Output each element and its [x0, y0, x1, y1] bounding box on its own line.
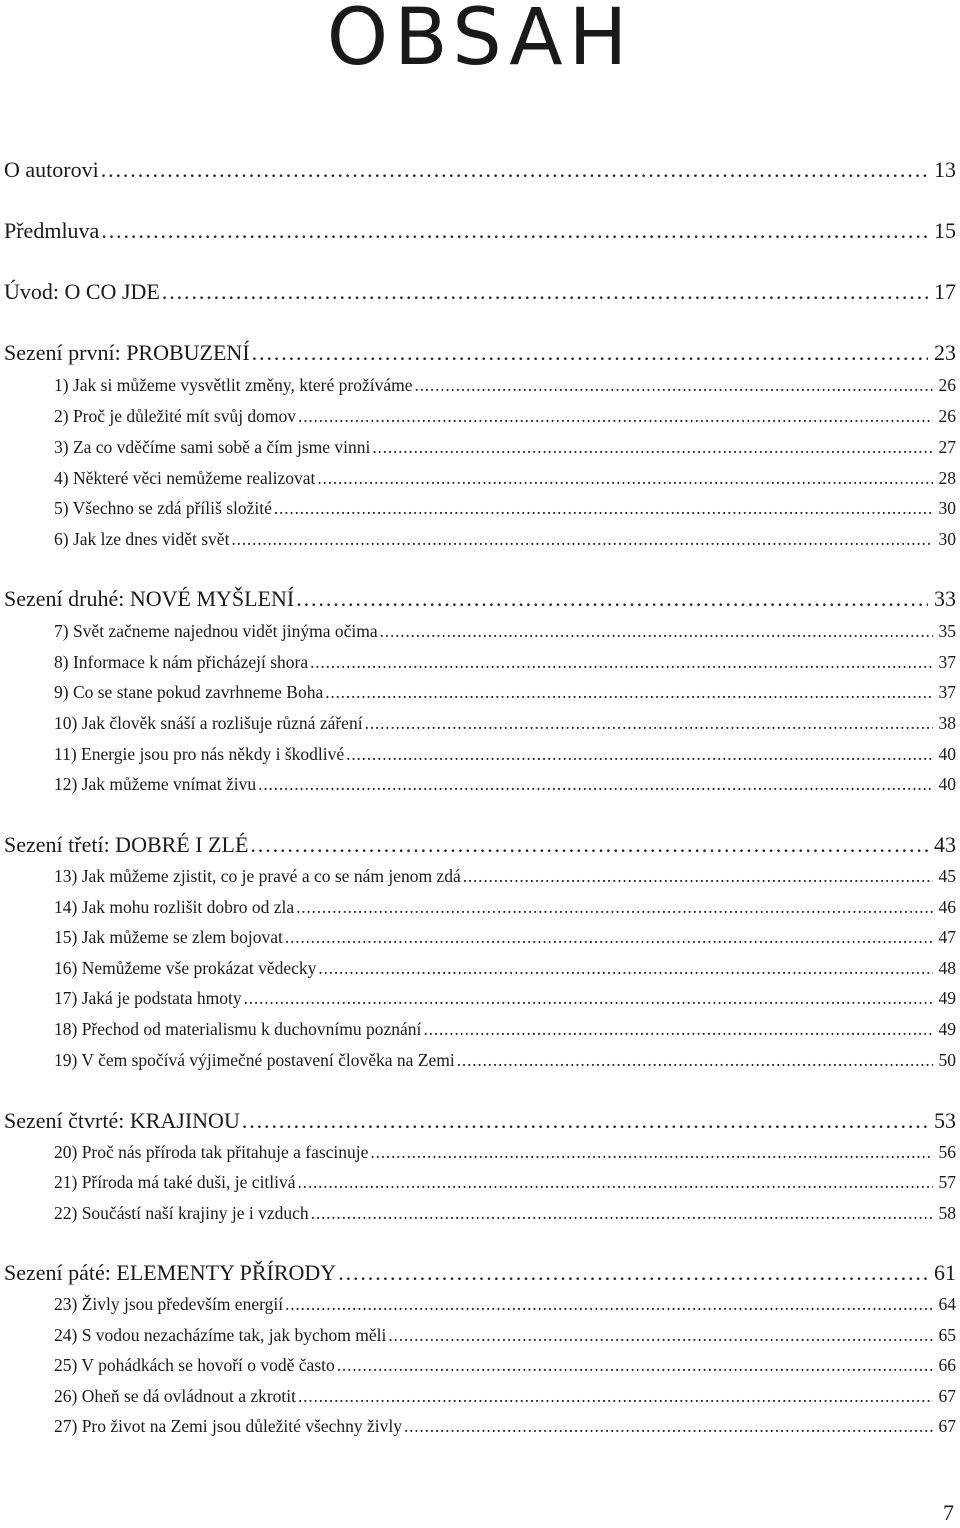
toc-label: Úvod: O CO JDE — [4, 279, 160, 304]
dot-leader — [388, 1325, 932, 1346]
toc-label: O autorovi — [4, 157, 99, 182]
toc-label: 19) V čem spočívá výjimečné postavení člověka na Zemi — [54, 1050, 455, 1070]
toc-entry-item — [54, 1203, 956, 1224]
toc-label: 1) Jak si můžeme vysvětlit změny, které prožíváme — [54, 375, 413, 395]
dot-leader — [252, 340, 928, 366]
toc-page: 46 — [938, 897, 956, 917]
toc-entry-item — [54, 958, 956, 979]
toc-page: 38 — [938, 713, 956, 733]
toc-entry-item — [54, 652, 956, 673]
dot-leader — [457, 1050, 933, 1071]
dot-leader — [250, 832, 928, 858]
dot-leader — [325, 682, 932, 703]
toc-label: Sezení třetí: DOBRÉ I ZLÉ — [4, 832, 249, 857]
toc-entry-item — [54, 774, 956, 795]
toc-entry-item — [54, 1355, 956, 1376]
page-title: OBSAH — [326, 0, 634, 83]
toc-page: 49 — [938, 1019, 956, 1039]
dot-leader — [274, 498, 933, 519]
toc-page: 56 — [938, 1142, 956, 1162]
toc-label: 10) Jak člověk snáší a rozlišuje různá záření — [54, 713, 363, 733]
toc-entry-item — [54, 621, 956, 642]
toc-label: 12) Jak můžeme vnímat živu — [54, 774, 257, 794]
toc-page: 53 — [934, 1108, 956, 1133]
toc-entry-section — [4, 586, 956, 612]
dot-leader — [372, 437, 932, 458]
toc-page: 30 — [938, 529, 956, 549]
toc-label: Předmluva — [4, 218, 100, 243]
toc-page: 49 — [938, 988, 956, 1008]
dot-leader — [338, 1260, 928, 1286]
toc-entry-section — [4, 340, 956, 366]
toc-label: Sezení druhé: NOVÉ MYŠLENÍ — [4, 586, 295, 611]
toc-label: 5) Všechno se zdá příliš složité — [54, 498, 272, 518]
dot-leader — [242, 1108, 928, 1134]
dot-leader — [310, 652, 932, 673]
dot-leader — [296, 897, 932, 918]
toc-label: 21) Příroda má také duši, je citlivá — [54, 1172, 296, 1192]
toc-page: 17 — [934, 279, 956, 304]
toc-page: 13 — [934, 157, 956, 182]
toc-entry-section — [4, 218, 956, 244]
toc-entry-item — [54, 897, 956, 918]
dot-leader — [285, 927, 933, 948]
dot-leader — [244, 988, 933, 1009]
dot-leader — [285, 1294, 932, 1315]
toc-page: 26 — [938, 375, 956, 395]
toc-label: 26) Oheň se dá ovládnout a zkrotit — [54, 1386, 297, 1406]
toc-page: 33 — [934, 586, 956, 611]
toc-entry-item — [54, 866, 956, 887]
toc-label: 3) Za co vděčíme sami sobě a čím jsme vinni — [54, 437, 371, 457]
toc-label: 8) Informace k nám přicházejí shora — [54, 652, 309, 672]
toc-label: 22) Součástí naší krajiny je i vzduch — [54, 1203, 309, 1223]
toc-label: 4) Některé věci nemůžeme realizovat — [54, 468, 316, 488]
toc-label: Sezení páté: ELEMENTY PŘÍRODY — [4, 1260, 337, 1285]
toc-page: 40 — [938, 744, 956, 764]
toc-page: 30 — [938, 498, 956, 518]
toc-page: 26 — [938, 406, 956, 426]
toc-entry-section — [4, 832, 956, 858]
dot-leader — [423, 1019, 932, 1040]
toc-page: 23 — [934, 340, 956, 365]
dot-leader — [404, 1416, 933, 1437]
toc-page: 43 — [934, 832, 956, 857]
toc-entry-item — [54, 1172, 956, 1193]
toc-entry-item — [54, 529, 956, 550]
toc-entry-item — [54, 1050, 956, 1071]
toc-entry-item — [54, 1416, 956, 1437]
toc-label: 11) Energie jsou pro nás někdy i škodlivé — [54, 744, 345, 764]
dot-leader — [365, 713, 933, 734]
toc-page: 48 — [938, 958, 956, 978]
toc-label: 20) Proč nás příroda tak přitahuje a fascinuje — [54, 1142, 369, 1162]
toc-page: 67 — [938, 1386, 956, 1406]
toc-label: 13) Jak můžeme zjistit, co je pravé a co se nám jenom zdá — [54, 866, 461, 886]
toc-entry-item — [54, 406, 956, 427]
toc-page: 27 — [938, 437, 956, 457]
toc-label: 18) Přechod od materialismu k duchovnímu poznání — [54, 1019, 422, 1039]
toc-page: 37 — [938, 652, 956, 672]
toc-label: 15) Jak můžeme se zlem bojovat — [54, 927, 283, 947]
toc-entry-item — [54, 375, 956, 396]
dot-leader — [463, 866, 933, 887]
toc-entry-item — [54, 1142, 956, 1163]
toc-entry-item — [54, 682, 956, 703]
toc-page: 65 — [938, 1325, 956, 1345]
toc-page: 45 — [938, 866, 956, 886]
toc-page: 64 — [938, 1294, 956, 1314]
dot-leader — [298, 1386, 932, 1407]
dot-leader — [101, 157, 928, 183]
dot-leader — [162, 279, 928, 305]
dot-leader — [296, 586, 928, 612]
toc-entry-item — [54, 1386, 956, 1407]
toc-label: 6) Jak lze dnes vidět svět — [54, 529, 230, 549]
dot-leader — [337, 1355, 933, 1376]
dot-leader — [414, 375, 932, 396]
dot-leader — [311, 1203, 933, 1224]
toc-entry-section — [4, 157, 956, 183]
toc-entry-section — [4, 279, 956, 305]
toc-entry-item — [54, 498, 956, 519]
toc-label: 25) V pohádkách se hovoří o vodě často — [54, 1355, 335, 1375]
toc-label: 24) S vodou nezacházíme tak, jak bychom měli — [54, 1325, 387, 1345]
toc-page: 40 — [938, 774, 956, 794]
dot-leader — [298, 1172, 933, 1193]
dot-leader — [101, 218, 928, 244]
toc-page: 35 — [938, 621, 956, 641]
toc-entry-item — [54, 1325, 956, 1346]
toc-page: 57 — [938, 1172, 956, 1192]
dot-leader — [231, 529, 932, 550]
dot-leader — [298, 406, 932, 427]
dot-leader — [370, 1142, 932, 1163]
toc-label: 16) Nemůžeme vše prokázat vědecky — [54, 958, 317, 978]
dot-leader — [318, 958, 932, 979]
toc-page: 15 — [934, 218, 956, 243]
toc-page: 67 — [938, 1416, 956, 1436]
page-number: 7 — [943, 1500, 954, 1525]
toc-page: 37 — [938, 682, 956, 702]
toc-page: 66 — [938, 1355, 956, 1375]
toc-entry-section — [4, 1108, 956, 1134]
toc-label: 23) Živly jsou především energií — [54, 1294, 284, 1314]
toc-label: 2) Proč je důležité mít svůj domov — [54, 406, 297, 426]
toc-label: 9) Co se stane pokud zavrhneme Boha — [54, 682, 324, 702]
toc-label: 7) Svět začneme najednou vidět jinýma očima — [54, 621, 378, 641]
toc-page: 61 — [934, 1260, 956, 1285]
toc-entry-item — [54, 468, 956, 489]
toc-entry-item — [54, 713, 956, 734]
toc-entry-item — [54, 437, 956, 458]
toc-page: 28 — [938, 468, 956, 488]
toc-label: Sezení čtvrté: KRAJINOU — [4, 1108, 240, 1133]
toc-entry-item — [54, 744, 956, 765]
toc-page: 58 — [938, 1203, 956, 1223]
dot-leader — [317, 468, 932, 489]
toc-label: Sezení první: PROBUZENÍ — [4, 340, 250, 365]
toc-label: 27) Pro život na Zemi jsou důležité všechny živly — [54, 1416, 402, 1436]
toc-entry-item — [54, 927, 956, 948]
toc-page: 50 — [938, 1050, 956, 1070]
toc-label: 17) Jaká je podstata hmoty — [54, 988, 242, 1008]
toc-page: 47 — [938, 927, 956, 947]
toc-label: 14) Jak mohu rozlišit dobro od zla — [54, 897, 295, 917]
dot-leader — [258, 774, 932, 795]
dot-leader — [346, 744, 932, 765]
dot-leader — [380, 621, 933, 642]
toc-entry-item — [54, 988, 956, 1009]
toc-entry-item — [54, 1019, 956, 1040]
toc-entry-section — [4, 1260, 956, 1286]
toc-entry-item — [54, 1294, 956, 1315]
